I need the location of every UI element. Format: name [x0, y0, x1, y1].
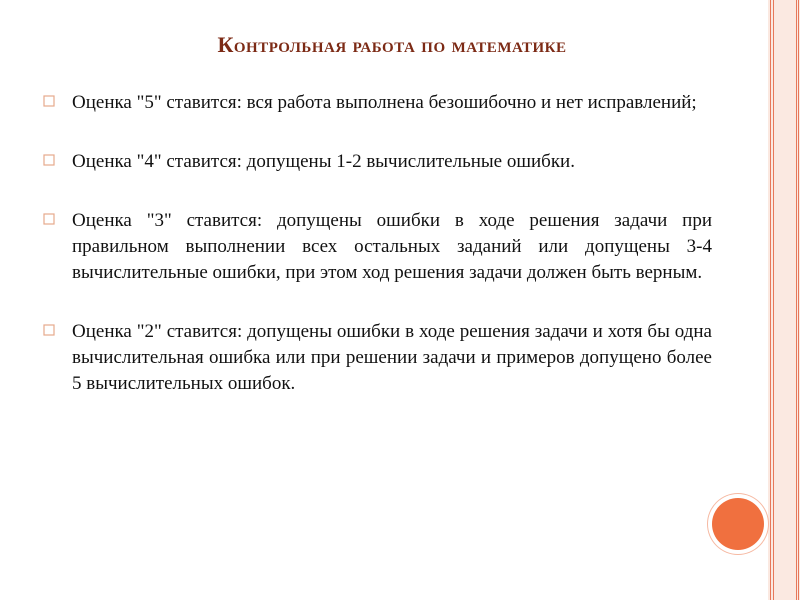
bullet-text: Оценка "2" ставится: допущены ошибки в ходе решения задачи и хотя бы одна вычислительная ошибка или при решении задачи и примеров допущено более 5 вычислительных ошибок. [72, 321, 712, 394]
bullet-item [40, 90, 712, 116]
bullet-text: Оценка "4" ставится: допущены 1-2 вычислительные ошибки. [72, 151, 575, 172]
decorative-orange-circle [712, 498, 764, 550]
bullet-item [40, 208, 712, 286]
bullet-item [40, 149, 712, 175]
border-line [798, 0, 799, 600]
bullet-text: Оценка "3" ставится: допущены ошибки в ходе решения задачи при правильном выполнении всех остальных заданий или допущены 3-4 вычислительные ошибки, при этом ход решения задачи должен быть верным. [72, 210, 712, 283]
bullet-list [40, 90, 712, 430]
border-line [796, 0, 797, 600]
border-line [770, 0, 771, 600]
border-line [773, 0, 774, 600]
hollow-square-bullet-icon [42, 94, 56, 108]
hollow-square-bullet-icon [42, 323, 56, 337]
hollow-square-bullet-icon [42, 212, 56, 226]
slide-title: Контрольная работа по математике [217, 32, 567, 57]
bullet-item [40, 319, 712, 397]
bullet-text: Оценка "5" ставится: вся работа выполнена безошибочно и нет исправлений; [72, 92, 697, 113]
hollow-square-bullet-icon [42, 153, 56, 167]
